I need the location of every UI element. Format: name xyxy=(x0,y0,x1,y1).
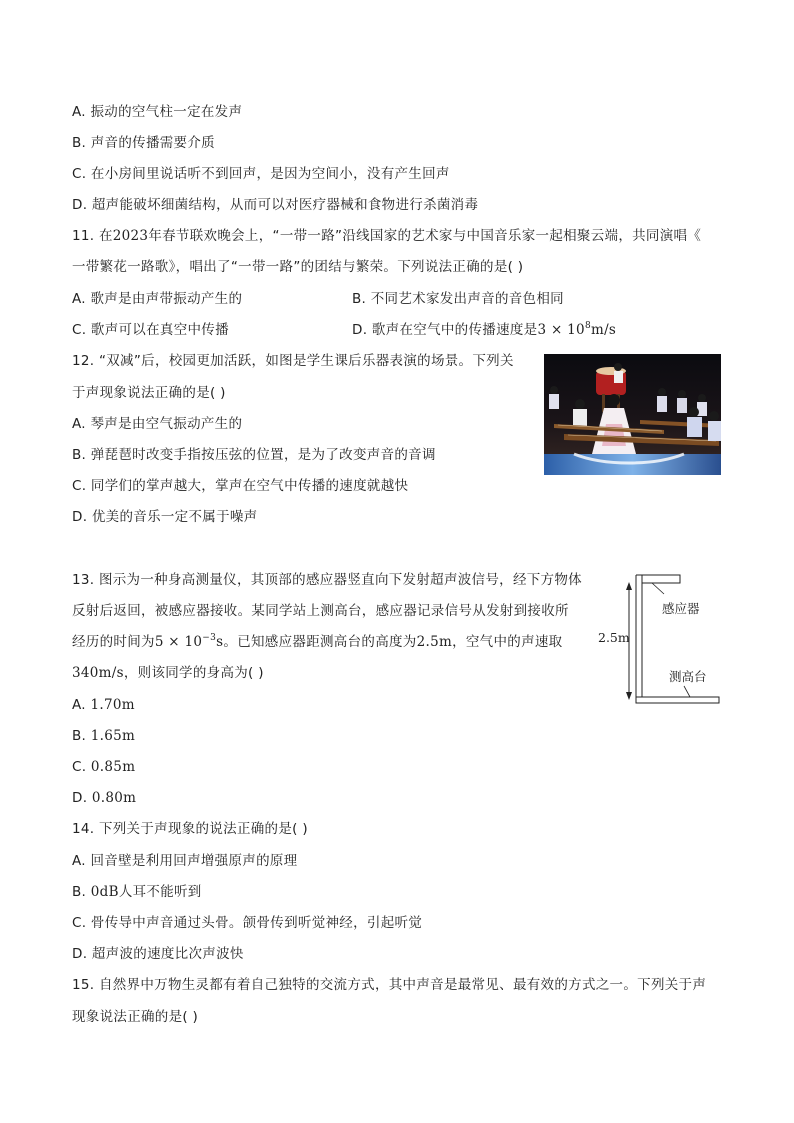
q13-stem-line4: 340m/s，则该同学的身高为( ) xyxy=(72,665,264,681)
q13-option-d: D. 0.80m xyxy=(72,790,137,806)
q11-option-b: B. 不同艺术家发出声音的音色相同 xyxy=(352,291,564,307)
q14-stem: 14. 下列关于声现象的说法正确的是( ) xyxy=(72,821,308,837)
q12-option-c: C. 同学们的掌声越大，掌声在空气中传播的速度就越快 xyxy=(72,478,409,494)
q14-option-c: C. 骨传导中声音通过头骨。颌骨传到听觉神经，引起听觉 xyxy=(72,915,423,931)
q14-option-d: D. 超声波的速度比次声波快 xyxy=(72,946,244,962)
q10-option-b: B. 声音的传播需要介质 xyxy=(72,135,215,151)
q10-option-d: D. 超声能破坏细菌结构，从而可以对医疗器械和食物进行杀菌消毒 xyxy=(72,197,479,213)
q15-stem-line2: 现象说法正确的是( ) xyxy=(72,1009,199,1025)
platform-label: 测高台 xyxy=(669,669,707,684)
q12-option-a: A. 琴声是由空气振动产生的 xyxy=(72,416,243,432)
q10-option-a: A. 振动的空气柱一定在发声 xyxy=(72,104,243,120)
q11-stem-line2: 一带繁花一路歌》，唱出了“一带一路”的团结与繁荣。下列说法正确的是( ) xyxy=(72,259,524,275)
q13-stem-line2: 反射后返回，被感应器接收。某同学站上测高台，感应器记录信号从发射到接收所 xyxy=(72,603,569,619)
q13-option-b: B. 1.65m xyxy=(72,728,136,744)
q12-stem-line1: 12. “双减”后，校园更加活跃，如图是学生课后乐器表演的场景。下列关 xyxy=(72,353,514,369)
q11-option-d: D. 歌声在空气中的传播速度是$3 \times 10^8m/s$ xyxy=(352,321,617,338)
q11-option-a: A. 歌声是由声带振动产生的 xyxy=(72,291,243,307)
q11-stem-line1: 11. 在2023年春节联欢晚会上，“一带一路”沿线国家的艺术家与中国音乐家一起相聚云端，共同演唱《 xyxy=(72,228,702,244)
q13-stem-line3: 经历的时间为$5 \times 10^{-3}s$。已知感应器距测高台的高度为2.5m，空气中的声速取 xyxy=(72,633,563,650)
q11-option-c: C. 歌声可以在真空中传播 xyxy=(72,322,229,338)
performance-photo xyxy=(544,354,721,475)
height-label: 2.5m xyxy=(598,630,630,645)
q13-stem-line1: 13. 图示为一种身高测量仪，其顶部的感应器竖直向下发射超声波信号，经下方物体 xyxy=(72,572,582,588)
q13-option-a: A. 1.70m xyxy=(72,697,135,713)
q12-stem-line2: 于声现象说法正确的是( ) xyxy=(72,385,226,401)
q14-option-b: B. 0dB人耳不能听到 xyxy=(72,884,202,900)
sensor-label: 感应器 xyxy=(662,601,700,616)
q12-option-d: D. 优美的音乐一定不属于噪声 xyxy=(72,509,258,525)
q15-stem-line1: 15. 自然界中万物生灵都有着自己独特的交流方式，其中声音是最常见、最有效的方式之一。下列关于声 xyxy=(72,977,707,993)
q10-option-c: C. 在小房间里说话听不到回声，是因为空间小，没有产生回声 xyxy=(72,166,450,182)
q13-option-c: C. 0.85m xyxy=(72,759,136,775)
q14-option-a: A. 回音壁是利用回声增强原声的原理 xyxy=(72,853,298,869)
height-meter-diagram xyxy=(598,570,728,710)
q12-option-b: B. 弹琵琶时改变手指按压弦的位置，是为了改变声音的音调 xyxy=(72,447,436,463)
